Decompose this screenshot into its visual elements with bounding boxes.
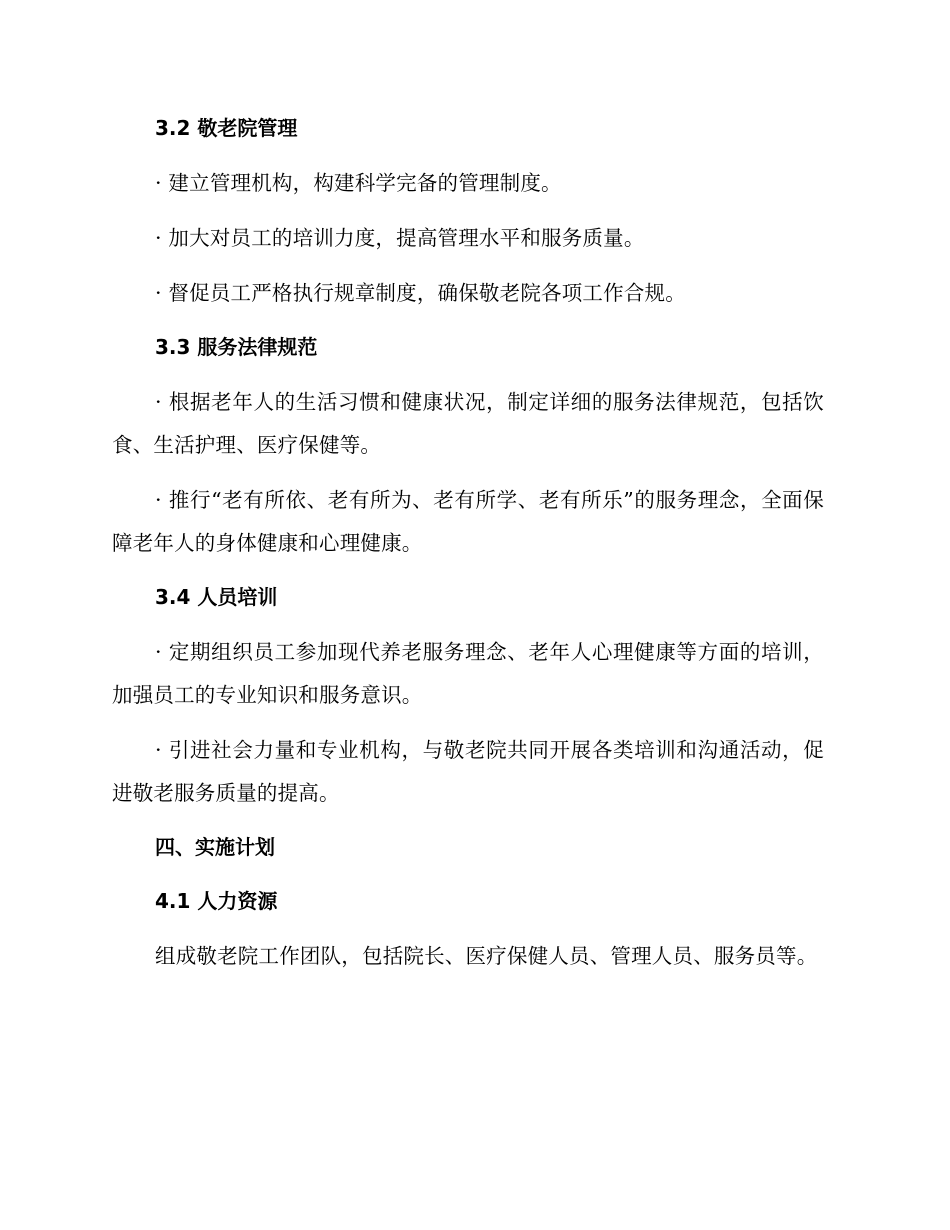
paragraph: · 引进社会力量和专业机构，与敬老院共同开展各类培训和沟通活动，促进敬老服务质量的提高。 [112, 738, 824, 805]
section-heading-3-3: 3.3 服务法律规范 [155, 335, 318, 359]
paragraph: · 建立管理机构，构建科学完备的管理制度。 [155, 171, 562, 195]
paragraph: 组成敬老院工作团队，包括院长、医疗保健人员、管理人员、服务员等。 [155, 944, 818, 968]
paragraph: · 督促员工严格执行规章制度，确保敬老院各项工作合规。 [155, 281, 686, 305]
section-heading-4-1: 4.1 人力资源 [155, 889, 278, 913]
section-heading-3-4: 3.4 人员培训 [155, 585, 278, 609]
paragraph: · 根据老年人的生活习惯和健康状况，制定详细的服务法律规范，包括饮食、生活护理、医疗保健等。 [112, 390, 824, 457]
paragraph: · 加大对员工的培训力度，提高管理水平和服务质量。 [155, 226, 645, 250]
chapter-heading-4: 四、实施计划 [155, 835, 275, 859]
document-body [112, 108, 824, 990]
paragraph: · 定期组织员工参加现代养老服务理念、老年人心理健康等方面的培训，加强员工的专业知识和服务意识。 [112, 640, 824, 707]
section-heading-3-2: 3.2 敬老院管理 [155, 116, 298, 140]
paragraph: · 推行“老有所依、老有所为、老有所学、老有所乐”的服务理念，全面保障老年人的身体健康和心理健康。 [112, 488, 824, 555]
